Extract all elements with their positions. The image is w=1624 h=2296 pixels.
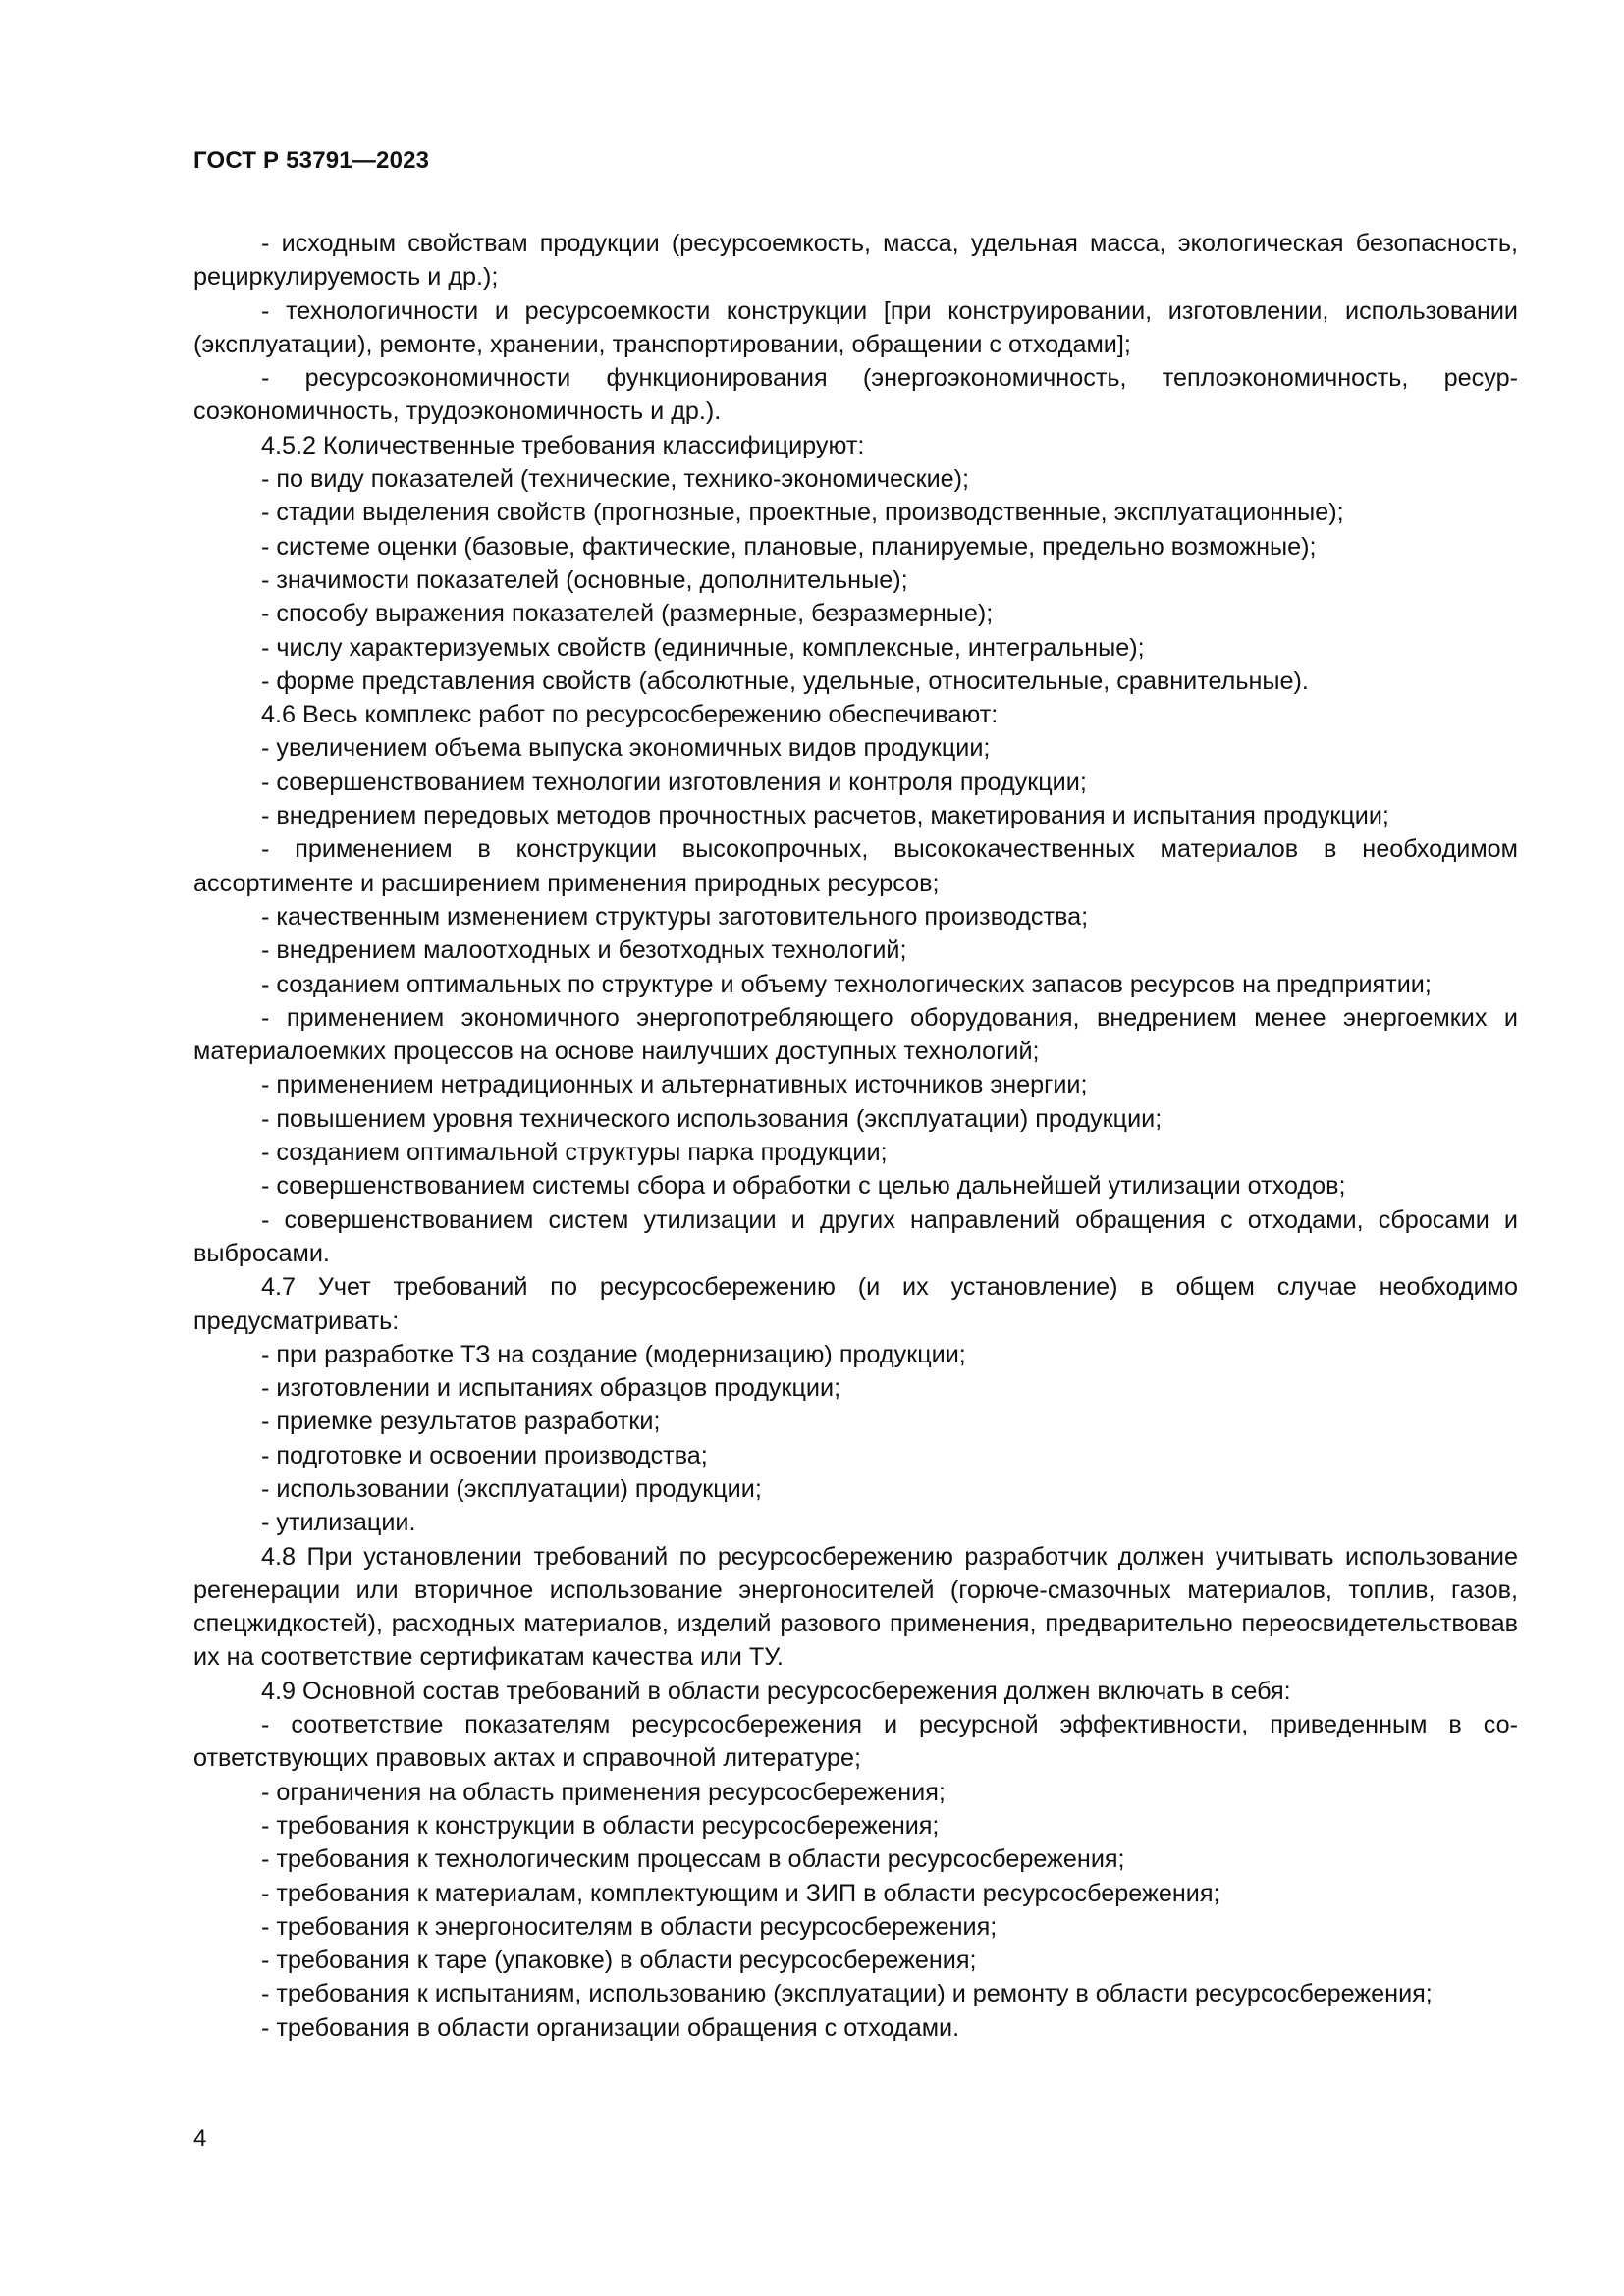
paragraph: - требования к технологическим процессам в области ресурсосбережения;	[261, 1845, 1125, 1874]
paragraph: - ресурсоэкономичности функционирования (энергоэкономичность, теплоэкономичность, ресурсоэкономичность, трудоэкономичность и др.).	[193, 364, 1518, 426]
paragraph: - способу выражения показателей (размерные, безразмерные);	[261, 600, 994, 628]
paragraph: - приемке результатов разработки;	[261, 1408, 661, 1436]
clause-4-8: 4.8 При установлении требований по ресурсосбережению разработчик должен учитывать использование регенерации или вторичное использование энергоносителей (горюче-смазочных материалов, топлив, газов, спецжидкостей), расходных материалов, изделий разового применения, предварительно переосвидетельствовав их на соответствие сертификатам качества или ТУ.	[193, 1542, 1518, 1672]
paragraph: - качественным изменением структуры заготовительного производства;	[261, 902, 1089, 931]
paragraph: - утилизации.	[261, 1509, 416, 1537]
paragraph: - применением нетрадиционных и альтернативных источников энергии;	[261, 1071, 1088, 1099]
clause-4-9: 4.9 Основной состав требований в области ресурсосбережения должен включать в себя:	[261, 1677, 1291, 1705]
document-body	[193, 227, 1518, 2045]
paragraph: - требования к испытаниям, использованию (эксплуатации) и ремонту в области ресурсосбережения;	[261, 1980, 1433, 2008]
paragraph: - требования к материалам, комплектующим и ЗИП в области ресурсосбережения;	[261, 1879, 1220, 1907]
paragraph: - увеличением объема выпуска экономичных видов продукции;	[261, 734, 991, 763]
paragraph: - применением экономичного энергопотребляющего оборудования, внедрением менее энергоемких и материалоемких процессов на основе наилучших доступных технологий;	[193, 1003, 1518, 1066]
clause-4-7: 4.7 Учет требований по ресурсосбережению (и их установление) в общем случае необходимо предусматривать:	[193, 1273, 1518, 1335]
paragraph: - совершенствованием технологии изготовления и контроля продукции;	[261, 768, 1087, 796]
paragraph: - совершенствованием системы сбора и обработки с целью дальнейшей утилизации отходов;	[261, 1172, 1346, 1201]
page-number: 4	[193, 2125, 207, 2152]
paragraph: - требования в области организации обращения с отходами.	[261, 2013, 960, 2042]
paragraph: - технологичности и ресурсоемкости конструкции [при конструировании, изготовлении, использовании (эксплуатации), ремонте, хранении, транспортировании, обращении с отходами];	[193, 296, 1518, 358]
paragraph: - созданием оптимальных по структуре и объему технологических запасов ресурсов на предприятии;	[261, 970, 1432, 998]
document-header: ГОСТ Р 53791—2023	[193, 147, 430, 174]
paragraph: - значимости показателей (основные, дополнительные);	[261, 565, 908, 594]
paragraph: - внедрением малоотходных и безотходных технологий;	[261, 936, 907, 965]
paragraph: - изготовлении и испытаниях образцов продукции;	[261, 1374, 841, 1403]
paragraph: - внедрением передовых методов прочностных расчетов, макетирования и испытания продукции;	[261, 802, 1389, 830]
paragraph: - ограничения на область применения ресурсосбережения;	[261, 1778, 946, 1806]
paragraph: - подготовке и освоении производства;	[261, 1441, 708, 1469]
paragraph: - использовании (эксплуатации) продукции;	[261, 1474, 762, 1503]
paragraph: - исходным свойствам продукции (ресурсоемкость, масса, удельная масса, экологическая безопасность, рециркулируемость и др.);	[193, 230, 1518, 292]
paragraph: - стадии выделения свойств (прогнозные, проектные, производственные, эксплуатационные);	[261, 499, 1344, 527]
paragraph: - требования к энергоносителям в области ресурсосбережения;	[261, 1912, 998, 1941]
paragraph: - требования к таре (упаковке) в области ресурсосбережения;	[261, 1947, 977, 1975]
paragraph: - системе оценки (базовые, фактические, плановые, планируемые, предельно возможные);	[261, 532, 1317, 561]
paragraph: - созданием оптимальной структуры парка продукции;	[261, 1139, 888, 1167]
paragraph: - по виду показателей (технические, технико-экономические);	[261, 465, 970, 494]
paragraph: - форме представления свойств (абсолютные, удельные, относительные, сравнительные).	[261, 667, 1309, 695]
clause-4-5-2: 4.5.2 Количественные требования классифицируют:	[261, 431, 865, 459]
paragraph: - повышением уровня технического использования (эксплуатации) продукции;	[261, 1104, 1163, 1133]
paragraph: - требования к конструкции в области ресурсосбережения;	[261, 1811, 940, 1840]
paragraph: - соответствие показателям ресурсосбережения и ресурсной эффективности, приведенным в соответствующих правовых актах и справочной литературе;	[193, 1711, 1518, 1773]
paragraph: - применением в конструкции высокопрочных, высококачественных материалов в необходимом ассортименте и расширением применения природных ресурсов;	[193, 835, 1518, 897]
clause-4-6: 4.6 Весь комплекс работ по ресурсосбережению обеспечивают:	[261, 701, 999, 729]
paragraph: - совершенствованием систем утилизации и других направлений обращения с отходами, сбросами и выбросами.	[193, 1205, 1518, 1267]
paragraph: - числу характеризуемых свойств (единичные, комплексные, интегральные);	[261, 633, 1145, 662]
paragraph: - при разработке ТЗ на создание (модернизацию) продукции;	[261, 1340, 966, 1368]
